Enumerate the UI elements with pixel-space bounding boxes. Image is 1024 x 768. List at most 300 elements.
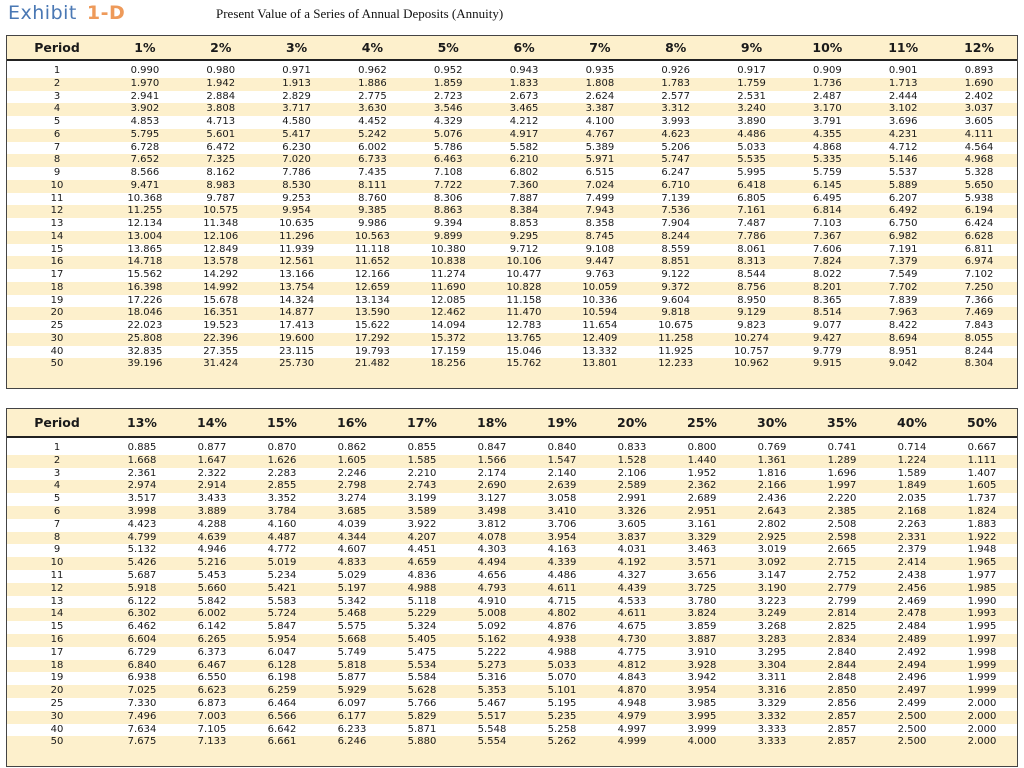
factor-cell: 14.292 [183,269,259,282]
factor-cell: 3.887 [667,634,737,647]
exhibit-code: 1-D [86,2,126,24]
factor-cell: 7.025 [107,685,177,698]
factor-cell: 3.199 [387,493,457,506]
factor-cell: 2.743 [387,480,457,493]
factor-cell: 13.765 [486,333,562,346]
factor-cell: 4.231 [865,129,941,142]
factor-cell: 8.853 [486,218,562,231]
period-cell: 5 [7,116,107,129]
factor-cell: 22.023 [107,320,183,333]
factor-cell: 7.161 [714,205,790,218]
factor-cell: 2.246 [317,468,387,481]
factor-cell: 5.197 [317,583,387,596]
table-row [7,596,1017,609]
factor-cell: 14.877 [259,307,335,320]
factor-cell: 1.952 [667,468,737,481]
header-rate: 3% [259,36,335,60]
factor-cell: 7.102 [941,269,1017,282]
factor-cell: 6.142 [177,621,247,634]
period-cell: 8 [7,154,107,167]
factor-cell: 1.913 [259,78,335,91]
factor-cell: 9.823 [714,320,790,333]
period-cell: 2 [7,455,107,468]
factor-cell: 12.462 [410,307,486,320]
factor-cell: 6.145 [789,180,865,193]
factor-cell: 4.868 [789,142,865,155]
factor-cell: 3.706 [527,519,597,532]
factor-cell: 1.605 [947,480,1017,493]
factor-cell: 2.497 [877,685,947,698]
factor-cell: 4.799 [107,532,177,545]
period-cell: 8 [7,532,107,545]
factor-cell: 9.899 [410,231,486,244]
factor-cell: 7.943 [562,205,638,218]
factor-cell: 3.902 [107,103,183,116]
factor-cell: 2.914 [177,480,247,493]
factor-cell: 2.035 [877,493,947,506]
period-cell: 30 [7,333,107,346]
period-cell: 9 [7,544,107,557]
factor-cell: 2.689 [667,493,737,506]
header-rate: 2% [183,36,259,60]
factor-cell: 1.948 [947,544,1017,557]
factor-cell: 10.059 [562,282,638,295]
factor-cell: 5.749 [317,647,387,660]
table-row [7,672,1017,685]
period-cell: 10 [7,557,107,570]
factor-cell: 2.361 [107,468,177,481]
factor-cell: 7.139 [638,193,714,206]
factor-cell: 13.801 [562,358,638,371]
factor-cell: 0.840 [527,437,597,455]
factor-cell: 2.779 [807,583,877,596]
factor-cell: 0.862 [317,437,387,455]
factor-cell: 2.673 [486,91,562,104]
factor-cell: 10.838 [410,256,486,269]
header-rate: 30% [737,409,807,437]
table-row [7,557,1017,570]
period-cell: 50 [7,358,107,371]
header-rate: 17% [387,409,457,437]
factor-cell: 4.938 [527,634,597,647]
factor-cell: 6.873 [177,698,247,711]
factor-cell: 10.336 [562,295,638,308]
factor-cell: 12.561 [259,256,335,269]
period-cell: 19 [7,672,107,685]
factor-cell: 9.763 [562,269,638,282]
factor-cell: 4.793 [457,583,527,596]
factor-cell: 32.835 [107,346,183,359]
factor-cell: 7.379 [865,256,941,269]
table-row [7,116,1017,129]
factor-cell: 3.993 [638,116,714,129]
table-row [7,103,1017,116]
factor-cell: 5.582 [486,142,562,155]
factor-cell: 7.003 [177,711,247,724]
factor-cell: 2.715 [807,557,877,570]
factor-cell: 2.844 [807,660,877,673]
factor-cell: 6.246 [317,736,387,749]
factor-cell: 4.000 [667,736,737,749]
header-rate: 1% [107,36,183,60]
factor-cell: 2.850 [807,685,877,698]
factor-cell: 9.779 [789,346,865,359]
factor-cell: 8.760 [334,193,410,206]
factor-cell: 1.696 [807,468,877,481]
header-rate: 35% [807,409,877,437]
table-row [7,307,1017,320]
factor-cell: 8.559 [638,244,714,257]
factor-cell: 1.736 [789,78,865,91]
factor-cell: 1.990 [947,596,1017,609]
factor-cell: 1.965 [947,557,1017,570]
factor-cell: 7.786 [714,231,790,244]
factor-cell: 7.469 [941,307,1017,320]
factor-cell: 25.808 [107,333,183,346]
factor-cell: 6.733 [334,154,410,167]
annuity-table-high-rates [7,409,1017,749]
factor-cell: 3.268 [737,621,807,634]
factor-cell: 2.577 [638,91,714,104]
factor-cell: 6.974 [941,256,1017,269]
factor-cell: 7.904 [638,218,714,231]
factor-cell: 14.718 [107,256,183,269]
period-cell: 9 [7,167,107,180]
factor-cell: 4.946 [177,544,247,557]
table-row [7,736,1017,749]
factor-cell: 3.837 [597,532,667,545]
factor-cell: 2.106 [597,468,667,481]
factor-cell: 3.546 [410,103,486,116]
factor-cell: 2.857 [807,736,877,749]
factor-cell: 0.833 [597,437,667,455]
factor-cell: 2.331 [877,532,947,545]
factor-cell: 3.808 [183,103,259,116]
factor-cell: 7.496 [107,711,177,724]
factor-cell: 5.954 [247,634,317,647]
factor-cell: 13.865 [107,244,183,257]
factor-cell: 7.024 [562,180,638,193]
factor-cell: 6.463 [410,154,486,167]
table-row [7,685,1017,698]
table-row [7,493,1017,506]
factor-cell: 2.000 [947,698,1017,711]
factor-cell: 6.418 [714,180,790,193]
factor-cell: 2.000 [947,711,1017,724]
factor-cell: 8.422 [865,320,941,333]
factor-cell: 9.394 [410,218,486,231]
factor-cell: 5.206 [638,142,714,155]
period-cell: 4 [7,480,107,493]
header-rate: 7% [562,36,638,60]
factor-cell: 15.622 [334,320,410,333]
factor-cell: 9.077 [789,320,865,333]
factor-cell: 4.288 [177,519,247,532]
factor-cell: 4.031 [597,544,667,557]
factor-cell: 39.196 [107,358,183,371]
period-cell: 13 [7,596,107,609]
header-rate: 40% [877,409,947,437]
factor-cell: 8.313 [714,256,790,269]
factor-cell: 4.999 [597,736,667,749]
factor-cell: 14.324 [259,295,335,308]
factor-cell: 7.325 [183,154,259,167]
factor-cell: 9.986 [334,218,410,231]
table-row [7,437,1017,455]
factor-cell: 4.775 [597,647,667,660]
factor-cell: 5.019 [247,557,317,570]
factor-cell: 6.814 [789,205,865,218]
factor-cell: 1.997 [807,480,877,493]
factor-cell: 2.456 [877,583,947,596]
factor-cell: 4.494 [457,557,527,570]
factor-cell: 2.775 [334,91,410,104]
factor-cell: 3.995 [667,711,737,724]
factor-cell: 6.728 [107,142,183,155]
factor-cell: 2.598 [807,532,877,545]
factor-cell: 11.258 [638,333,714,346]
factor-cell: 10.757 [714,346,790,359]
factor-cell: 6.247 [638,167,714,180]
factor-cell: 2.925 [737,532,807,545]
factor-cell: 4.876 [527,621,597,634]
factor-cell: 4.623 [638,129,714,142]
factor-cell: 2.478 [877,608,947,621]
factor-cell: 5.235 [527,711,597,724]
factor-cell: 8.851 [638,256,714,269]
factor-cell: 7.105 [177,724,247,737]
exhibit-label [8,0,125,26]
period-cell: 18 [7,660,107,673]
factor-cell: 16.351 [183,307,259,320]
factor-cell: 0.962 [334,60,410,78]
period-cell: 25 [7,698,107,711]
factor-cell: 1.883 [947,519,1017,532]
factor-cell: 6.495 [789,193,865,206]
factor-cell: 3.889 [177,506,247,519]
period-cell: 20 [7,685,107,698]
factor-cell: 22.396 [183,333,259,346]
factor-cell: 4.948 [597,698,667,711]
period-cell: 15 [7,621,107,634]
factor-cell: 12.085 [410,295,486,308]
factor-cell: 3.928 [667,660,737,673]
table-row [7,154,1017,167]
factor-cell: 2.499 [877,698,947,711]
factor-cell: 5.918 [107,583,177,596]
factor-cell: 3.223 [737,596,807,609]
table-header-row [7,409,1017,437]
table-row [7,583,1017,596]
period-cell: 3 [7,91,107,104]
period-cell: 15 [7,244,107,257]
factor-cell: 27.355 [183,346,259,359]
factor-cell: 1.440 [667,455,737,468]
factor-cell: 6.492 [865,205,941,218]
factor-cell: 3.433 [177,493,247,506]
factor-cell: 5.162 [457,634,527,647]
factor-cell: 7.360 [486,180,562,193]
table-row [7,256,1017,269]
factor-cell: 4.979 [597,711,667,724]
factor-cell: 8.384 [486,205,562,218]
factor-cell: 6.811 [941,244,1017,257]
factor-cell: 2.438 [877,570,947,583]
factor-cell: 6.177 [317,711,387,724]
factor-cell: 2.166 [737,480,807,493]
factor-cell: 2.500 [877,736,947,749]
factor-cell: 1.407 [947,468,1017,481]
factor-cell: 2.991 [597,493,667,506]
factor-cell: 4.607 [317,544,387,557]
factor-cell: 3.859 [667,621,737,634]
factor-cell: 0.917 [714,60,790,78]
factor-cell: 0.870 [247,437,317,455]
factor-cell: 5.877 [317,672,387,685]
factor-cell: 4.192 [597,557,667,570]
factor-cell: 0.901 [865,60,941,78]
factor-cell: 4.836 [387,570,457,583]
factor-cell: 13.004 [107,231,183,244]
factor-cell: 19.793 [334,346,410,359]
factor-cell: 5.554 [457,736,527,749]
factor-cell: 5.668 [317,634,387,647]
factor-cell: 9.253 [259,193,335,206]
factor-cell: 7.887 [486,193,562,206]
factor-cell: 0.980 [183,60,259,78]
page-title: Present Value of a Series of Annual Deposits (Annuity) [216,6,504,21]
factor-cell: 2.436 [737,493,807,506]
factor-cell: 2.492 [877,647,947,660]
factor-cell: 3.387 [562,103,638,116]
factor-cell: 6.128 [247,660,317,673]
factor-cell: 12.233 [638,358,714,371]
factor-cell: 5.101 [527,685,597,698]
factor-cell: 8.244 [941,346,1017,359]
factor-cell: 5.628 [387,685,457,698]
factor-cell: 4.659 [387,557,457,570]
factor-cell: 8.061 [714,244,790,257]
factor-cell: 5.324 [387,621,457,634]
factor-cell: 3.999 [667,724,737,737]
factor-cell: 6.623 [177,685,247,698]
period-cell: 12 [7,583,107,596]
header-rate: 5% [410,36,486,60]
table-row [7,519,1017,532]
factor-cell: 11.470 [486,307,562,320]
header-rate: 12% [941,36,1017,60]
factor-cell: 9.954 [259,205,335,218]
factor-cell: 5.601 [183,129,259,142]
factor-cell: 10.675 [638,320,714,333]
factor-cell: 3.717 [259,103,335,116]
factor-cell: 5.786 [410,142,486,155]
factor-cell: 11.690 [410,282,486,295]
factor-cell: 3.465 [486,103,562,116]
header-period: Period [7,36,107,60]
period-cell: 12 [7,205,107,218]
factor-cell: 5.417 [259,129,335,142]
factor-cell: 7.963 [865,307,941,320]
factor-cell: 3.274 [317,493,387,506]
factor-cell: 7.487 [714,218,790,231]
header-rate: 19% [527,409,597,437]
factor-cell: 3.463 [667,544,737,557]
factor-cell: 5.795 [107,129,183,142]
factor-cell: 2.469 [877,596,947,609]
factor-cell: 5.548 [457,724,527,737]
factor-cell: 2.643 [737,506,807,519]
factor-cell: 1.922 [947,532,1017,545]
factor-cell: 2.723 [410,91,486,104]
period-cell: 11 [7,193,107,206]
table-row [7,346,1017,359]
factor-cell: 3.295 [737,647,807,660]
factor-cell: 4.212 [486,116,562,129]
factor-cell: 5.405 [387,634,457,647]
factor-cell: 9.447 [562,256,638,269]
factor-cell: 3.037 [941,103,1017,116]
factor-cell: 7.366 [941,295,1017,308]
factor-cell: 3.240 [714,103,790,116]
factor-cell: 5.316 [457,672,527,685]
factor-cell: 5.195 [527,698,597,711]
factor-cell: 6.550 [177,672,247,685]
factor-cell: 0.952 [410,60,486,78]
factor-cell: 1.713 [865,78,941,91]
factor-cell: 7.786 [259,167,335,180]
factor-cell: 3.791 [789,116,865,129]
factor-cell: 6.464 [247,698,317,711]
factor-cell: 1.808 [562,78,638,91]
factor-cell: 1.816 [737,468,807,481]
factor-cell: 3.824 [667,608,737,621]
factor-cell: 2.941 [107,91,183,104]
factor-cell: 0.990 [107,60,183,78]
factor-cell: 3.725 [667,583,737,596]
table-row [7,506,1017,519]
table-row [7,698,1017,711]
factor-cell: 6.750 [865,218,941,231]
factor-cell: 1.589 [877,468,947,481]
factor-cell: 4.439 [597,583,667,596]
factor-cell: 4.730 [597,634,667,647]
factor-cell: 5.467 [457,698,527,711]
table-row [7,647,1017,660]
factor-cell: 4.997 [597,724,667,737]
period-cell: 3 [7,468,107,481]
factor-cell: 1.361 [737,455,807,468]
factor-cell: 3.954 [667,685,737,698]
period-cell: 25 [7,320,107,333]
header-rate: 25% [667,409,737,437]
factor-cell: 2.856 [807,698,877,711]
factor-cell: 15.046 [486,346,562,359]
factor-cell: 2.857 [807,711,877,724]
factor-cell: 3.304 [737,660,807,673]
factor-cell: 5.650 [941,180,1017,193]
factor-cell: 8.358 [562,218,638,231]
factor-cell: 4.329 [410,116,486,129]
factor-cell: 2.840 [807,647,877,660]
factor-cell: 11.348 [183,218,259,231]
factor-cell: 2.951 [667,506,737,519]
period-cell: 4 [7,103,107,116]
period-cell: 17 [7,647,107,660]
factor-cell: 4.207 [387,532,457,545]
factor-cell: 10.380 [410,244,486,257]
table-row [7,468,1017,481]
